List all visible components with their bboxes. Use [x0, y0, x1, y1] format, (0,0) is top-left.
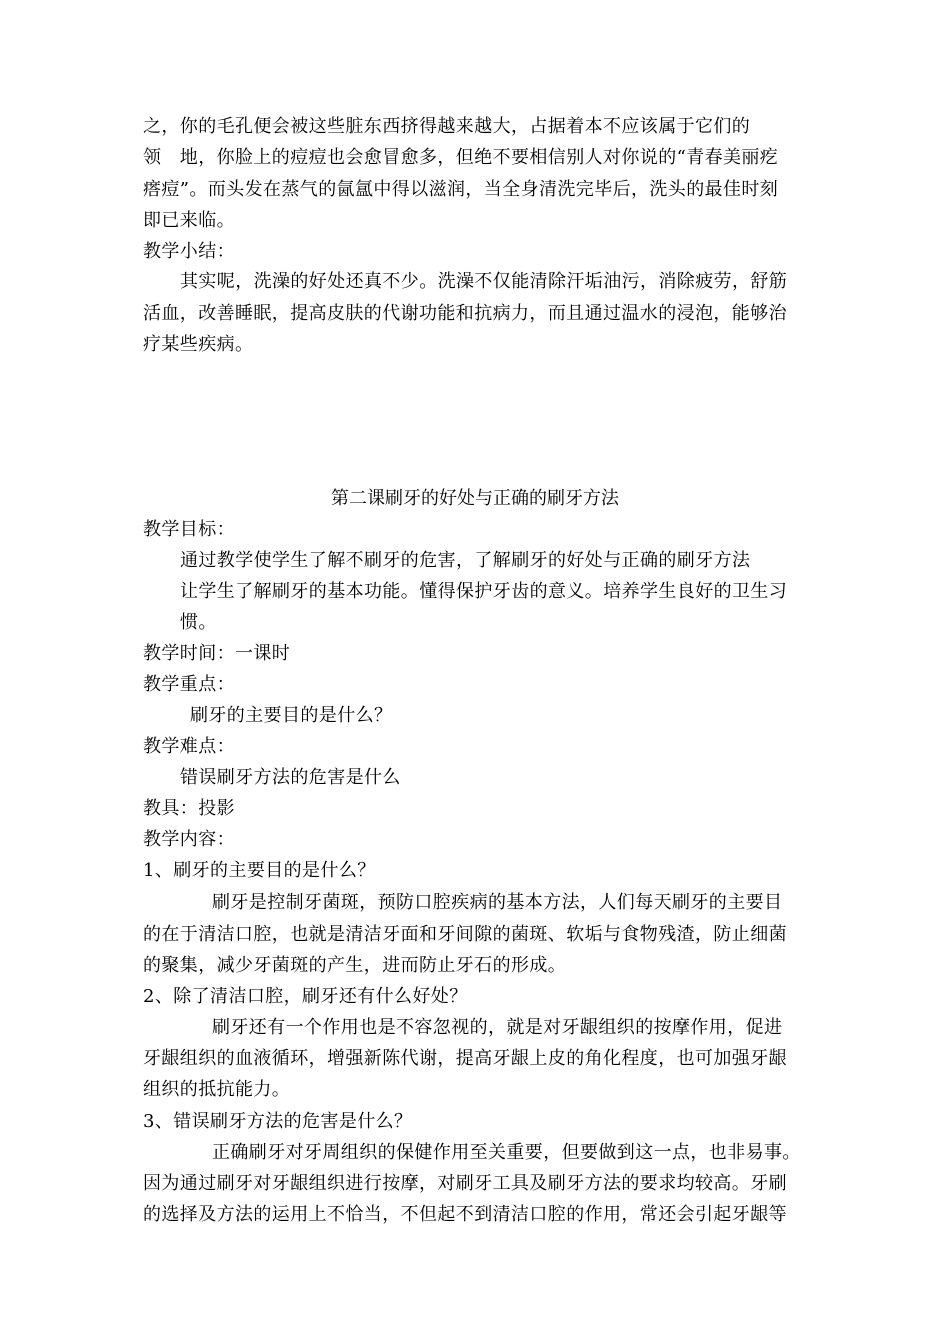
answer-line: 刷牙是控制牙菌斑，预防口腔疾病的基本方法，人们每天刷牙的主要目: [212, 892, 783, 913]
answer-line: 牙龈组织的血液循环，增强新陈代谢，提高牙龈上皮的角化程度，也可加强牙龈: [143, 1048, 787, 1069]
goal-line: 通过教学使学生了解不刷牙的危害，了解刷牙的好处与正确的刷牙方法: [180, 550, 751, 571]
paragraph-line: 之，你的毛孔便会被这些脏东西挤得越来越大，占据着本不应该属于它们的: [143, 116, 751, 137]
summary-line: 疗某些疾病。: [143, 334, 254, 355]
goal-line: 惯。: [180, 612, 217, 633]
answer-line: 因为通过刷牙对牙龈组织进行按摩，对刷牙工具及刷牙方法的要求均较高。牙刷: [143, 1173, 787, 1194]
answer-line: 的选择及方法的运用上不恰当，不但起不到清洁口腔的作用，常还会引起牙龈等: [143, 1204, 787, 1225]
paragraph-line: 瘩痘”。而头发在蒸气的氤氲中得以滋润，当全身清洗完毕后，洗头的最佳时刻: [143, 179, 779, 200]
paragraph-line: 即已来临。: [143, 210, 235, 231]
paragraph-line: 领 地，你脸上的痘痘也会愈冒愈多，但绝不要相信别人对你说的“青春美丽疙: [143, 147, 779, 168]
answer-line: 组织的抵抗能力。: [143, 1079, 291, 1100]
answer-line: 刷牙还有一个作用也是不容忽视的，就是对牙龈组织的按摩作用，促进: [212, 1017, 783, 1038]
content-label: 教学内容：: [143, 829, 235, 850]
summary-label: 教学小结：: [143, 241, 235, 262]
question-heading: 1、刷牙的主要目的是什么？: [143, 860, 376, 881]
answer-line: 正确刷牙对牙周组织的保健作用至关重要，但要做到这一点，也非易事。: [212, 1142, 801, 1163]
lesson-title: 第二课刷牙的好处与正确的刷牙方法: [331, 488, 619, 509]
summary-line: 活血，改善睡眠，提高皮肤的代谢功能和抗病力，而且通过温水的浸泡，能够治: [143, 303, 787, 324]
goal-line: 让学生了解刷牙的基本功能。懂得保护牙齿的意义。培养学生良好的卫生习: [180, 581, 788, 602]
question-heading: 2、除了清洁口腔，刷牙还有什么好处？: [143, 986, 468, 1007]
question-heading: 3、错误刷牙方法的危害是什么？: [143, 1111, 413, 1132]
goal-label: 教学目标：: [143, 519, 235, 540]
summary-line: 其实呢，洗澡的好处还真不少。洗澡不仅能清除汗垢油污，消除疲劳，舒筋: [180, 271, 788, 292]
answer-line: 的在于清洁口腔，也就是清洁牙面和牙间隙的菌斑、软垢与食物残渣，防止细菌: [143, 924, 787, 945]
key-label: 教学重点：: [143, 674, 235, 695]
difficulty-label: 教学难点：: [143, 736, 235, 757]
key-text: 刷牙的主要目的是什么？: [190, 705, 393, 726]
difficulty-text: 错误刷牙方法的危害是什么: [180, 767, 401, 788]
tools-line: 教具：投影: [143, 798, 235, 819]
time-line: 教学时间：一课时: [143, 643, 291, 664]
answer-line: 的聚集，减少牙菌斑的产生，进而防止牙石的形成。: [143, 955, 567, 976]
